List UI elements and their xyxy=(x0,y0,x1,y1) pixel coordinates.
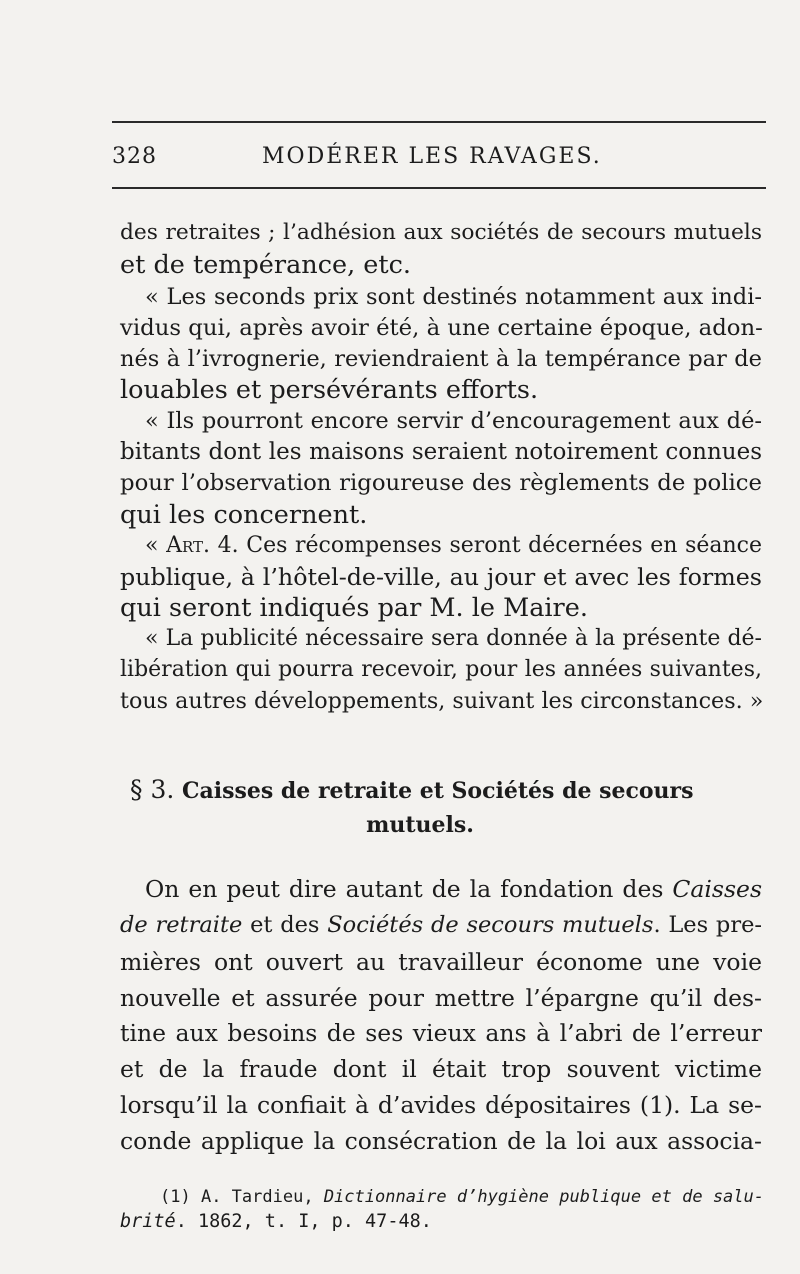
text-run: et des xyxy=(242,912,328,938)
body-line: vidus qui, après avoir été, à une certaine époque, adon- xyxy=(120,315,763,341)
body-line: « Ils pourront encore servir d’encouragement aux dé- xyxy=(145,408,762,434)
body-line: et de tempérance, etc. xyxy=(120,250,412,280)
body-line: tous autres développements, suivant les circonstances. » xyxy=(120,688,764,714)
italic-run: Dictionnaire d’hygiène publique et de salu- xyxy=(323,1187,764,1207)
body-line: publique, à l’hôtel-de-ville, au jour et avec les formes xyxy=(120,563,762,591)
footnote-line xyxy=(120,1210,762,1234)
section-number: § 3. xyxy=(130,775,175,804)
footnote-line xyxy=(160,1185,764,1209)
body-line: nouvelle et assurée pour mettre l’épargne qu’il des- xyxy=(120,984,762,1012)
body-line: libération qui pourra recevoir, pour les années suivantes, xyxy=(120,657,762,682)
text-run: . 1862, t. I, p. 47-48. xyxy=(175,1211,432,1232)
body-line: et de la fraude dont il était trop souvent victime xyxy=(120,1055,762,1083)
italic-run: Caisses xyxy=(672,875,762,903)
italic-run: de retraite xyxy=(120,912,243,938)
body-line: « Les seconds prix sont destinés notamment aux indi- xyxy=(145,284,762,310)
section-title-line2: mutuels. xyxy=(366,812,474,838)
header-rule-bottom xyxy=(112,187,766,189)
body-line: pour l’observation rigoureuse des règlements de police xyxy=(120,470,762,496)
body-line: lorsqu’il la confiait à d’avides dépositaires (1). La se- xyxy=(120,1091,762,1119)
body-line: qui seront indiqués par M. le Maire. xyxy=(120,593,588,623)
page-number: 328 xyxy=(112,144,157,169)
running-head xyxy=(112,144,766,176)
text-run: . Les pre- xyxy=(653,912,762,938)
body-line xyxy=(120,908,762,942)
section-heading xyxy=(130,775,750,806)
body-line: mières ont ouvert au travailleur économe une voie xyxy=(120,948,762,976)
body-line: tine aux besoins de ses vieux ans à l’abri de l’erreur xyxy=(120,1019,762,1047)
running-title: MODÉRER LES RAVAGES. xyxy=(262,144,602,169)
section-title-line1: Caisses de retraite et Sociétés de secours xyxy=(181,778,694,804)
text-run: (1) A. Tardieu, xyxy=(160,1187,324,1207)
body-line: qui les concernent. xyxy=(120,500,368,530)
body-line: des retraites ; l’adhésion aux sociétés de secours mutuels xyxy=(120,220,762,245)
body-line xyxy=(145,872,762,906)
body-line: conde applique la consécration de la loi aux associa- xyxy=(120,1127,762,1155)
body-line: nés à l’ivrognerie, reviendraient à la tempérance par de xyxy=(120,346,762,372)
italic-run: Sociétés de secours mutuels xyxy=(327,912,654,938)
body-line: bitants dont les maisons seraient notoirement connues xyxy=(120,439,762,465)
header-rule-top xyxy=(112,121,766,123)
body-line: « La publicité nécessaire sera donnée à la présente dé- xyxy=(145,626,762,651)
article-label: Art. xyxy=(166,533,211,558)
body-line: « Art. 4. Ces récompenses seront décernées en séance xyxy=(145,533,763,558)
text-run: On en peut dire autant de la fondation des xyxy=(145,875,673,903)
body-line: louables et persévérants efforts. xyxy=(120,375,539,405)
italic-run: brité xyxy=(120,1211,176,1232)
